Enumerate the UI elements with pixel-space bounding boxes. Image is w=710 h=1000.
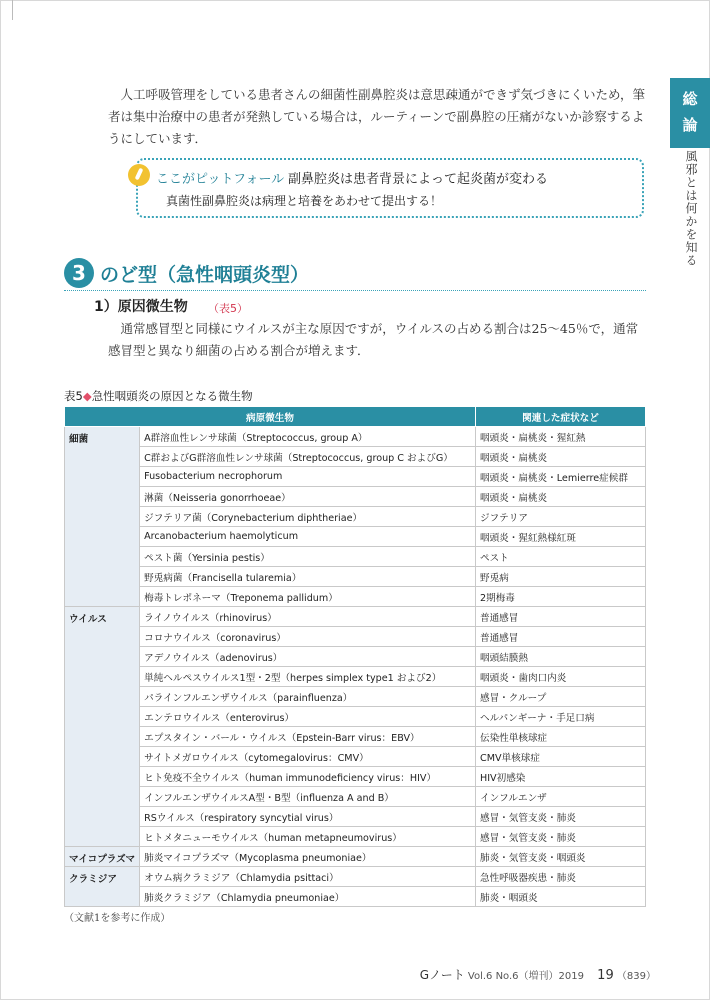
table-row bbox=[65, 467, 646, 487]
table-row bbox=[65, 747, 646, 767]
subsection-ref: （表5） bbox=[208, 302, 248, 315]
pencil-icon bbox=[128, 164, 150, 186]
pitfall-title: 副鼻腔炎は患者背景によって起炎菌が変わる bbox=[288, 172, 549, 187]
table-row bbox=[65, 727, 646, 747]
symptom-cell: 咽頭炎・猩紅熱様紅斑 bbox=[476, 527, 646, 547]
pathogen-cell: アデノウイルス（adenovirus） bbox=[140, 647, 476, 667]
side-tab-char-1: 総 bbox=[682, 90, 698, 108]
pathogen-cell: 単純ヘルペスウイルス1型・2型（herpes simplex type1 および2） bbox=[140, 667, 476, 687]
symptom-cell: 普通感冒 bbox=[476, 607, 646, 627]
symptom-cell: 咽頭結膜熱 bbox=[476, 647, 646, 667]
symptom-cell: 咽頭炎・歯肉口内炎 bbox=[476, 667, 646, 687]
pathogen-cell: RSウイルス（respiratory syncytial virus） bbox=[140, 807, 476, 827]
pitfall-body: 真菌性副鼻腔炎は病理と培養をあわせて提出する！ bbox=[166, 194, 443, 208]
symptom-cell: 肺炎・咽頭炎 bbox=[476, 887, 646, 907]
table-source: （文献1を参考に作成） bbox=[64, 913, 171, 924]
side-tab-char-2: 論 bbox=[682, 116, 698, 134]
table-row bbox=[65, 807, 646, 827]
table-row bbox=[65, 647, 646, 667]
side-tab bbox=[670, 78, 710, 148]
journal-volume: Vol.6 No.6（増刊）2019 bbox=[467, 971, 584, 982]
category-cell: 細菌 bbox=[65, 427, 140, 607]
pathogen-cell: インフルエンザウイルスA型・B型（influenza A and B） bbox=[140, 787, 476, 807]
table-row bbox=[65, 607, 646, 627]
symptom-cell: 普通感冒 bbox=[476, 627, 646, 647]
section-rule bbox=[64, 290, 646, 291]
symptom-cell: インフルエンザ bbox=[476, 787, 646, 807]
table-row bbox=[65, 887, 646, 907]
journal-name: Gノート bbox=[419, 968, 465, 982]
body-paragraph: 通常感冒型と同様にウイルスが主な原因ですが，ウイルスの占める割合は25～45％で，通常感冒型と異なり細菌の占める割合が増えます． bbox=[108, 321, 639, 358]
pathogen-cell: サイトメガロウイルス（cytomegalovirus：CMV） bbox=[140, 747, 476, 767]
pathogen-cell: 梅毒トレポネーマ（Treponema pallidum） bbox=[140, 587, 476, 607]
table-row bbox=[65, 767, 646, 787]
symptom-cell: 咽頭炎・扁桃炎 bbox=[476, 487, 646, 507]
symptom-cell: ヘルパンギーナ・手足口病 bbox=[476, 707, 646, 727]
symptom-cell: 伝染性単核球症 bbox=[476, 727, 646, 747]
table-row bbox=[65, 587, 646, 607]
pathogen-cell: Arcanobacterium haemolyticum bbox=[140, 527, 476, 547]
symptom-cell: 感冒・クループ bbox=[476, 687, 646, 707]
table-row bbox=[65, 667, 646, 687]
pathogen-cell: ヒトメタニューモウイルス（human metapneumovirus） bbox=[140, 827, 476, 847]
pathogen-cell: コロナウイルス（coronavirus） bbox=[140, 627, 476, 647]
pathogen-cell: 肺炎クラミジア（Chlamydia pneumoniae） bbox=[140, 887, 476, 907]
section-title: のど型（急性咽頭炎型） bbox=[100, 264, 310, 286]
table-caption-text: 急性咽頭炎の原因となる微生物 bbox=[91, 389, 253, 403]
page-footer bbox=[420, 966, 656, 983]
symptom-cell: 感冒・気管支炎・肺炎 bbox=[476, 807, 646, 827]
side-tab-subtitle: 風邪とは何かを知る bbox=[684, 150, 698, 267]
category-cell: マイコプラズマ bbox=[65, 847, 140, 867]
symptom-cell: 肺炎・気管支炎・咽頭炎 bbox=[476, 847, 646, 867]
table-caption bbox=[64, 388, 253, 404]
symptom-cell: CMV単核球症 bbox=[476, 747, 646, 767]
pitfall-box bbox=[136, 158, 644, 218]
table-caption-label: 表5 bbox=[64, 389, 83, 403]
table-row bbox=[65, 567, 646, 587]
pathogen-cell: C群およびG群溶血性レンサ球菌（Streptococcus, group C およびG） bbox=[140, 447, 476, 467]
diamond-icon: ◆ bbox=[82, 389, 92, 403]
symptom-cell: HIV初感染 bbox=[476, 767, 646, 787]
intro-paragraph: 人工呼吸管理をしている患者さんの細菌性副鼻腔炎は意思疎通ができず気づきにくいため，筆者は集中治療中の患者が発熱している場合は，ルーティーンで副鼻腔の圧痛がないか診察するようにしています． bbox=[108, 87, 646, 146]
pathogen-cell: オウム病クラミジア（Chlamydia psittaci） bbox=[140, 867, 476, 887]
table-body bbox=[65, 427, 646, 907]
pathogen-cell: ジフテリア菌（Corynebacterium diphtheriae） bbox=[140, 507, 476, 527]
pathogen-cell: パラインフルエンザウイルス（parainfluenza） bbox=[140, 687, 476, 707]
pathogen-cell: エンテロウイルス（enterovirus） bbox=[140, 707, 476, 727]
pathogen-cell: ライノウイルス（rhinovirus） bbox=[140, 607, 476, 627]
table-row bbox=[65, 867, 646, 887]
table-row bbox=[65, 447, 646, 467]
table-row bbox=[65, 507, 646, 527]
symptom-cell: 咽頭炎・扁桃炎・Lemierre症候群 bbox=[476, 467, 646, 487]
table-row bbox=[65, 687, 646, 707]
pathogen-cell: 淋菌（Neisseria gonorrhoeae） bbox=[140, 487, 476, 507]
pathogen-cell: Fusobacterium necrophorum bbox=[140, 467, 476, 487]
table-row bbox=[65, 827, 646, 847]
pathogen-cell: ヒト免疫不全ウイルス（human immunodeficiency virus：HIV） bbox=[140, 767, 476, 787]
subsection-title: 1）原因微生物 bbox=[94, 299, 188, 315]
header-pathogen: 病原微生物 bbox=[65, 407, 476, 427]
table-row bbox=[65, 527, 646, 547]
header-symptoms: 関連した症状など bbox=[476, 407, 646, 427]
symptom-cell: 野兎病 bbox=[476, 567, 646, 587]
table-row bbox=[65, 627, 646, 647]
pitfall-label: ここがピットフォール bbox=[156, 172, 285, 187]
table-row bbox=[65, 487, 646, 507]
pathogen-cell: ペスト菌（Yersinia pestis） bbox=[140, 547, 476, 567]
symptom-cell: 急性呼吸器疾患・肺炎 bbox=[476, 867, 646, 887]
table-header-row bbox=[65, 407, 646, 427]
symptom-cell: 2期梅毒 bbox=[476, 587, 646, 607]
table-row bbox=[65, 427, 646, 447]
pathogen-cell: 肺炎マイコプラズマ（Mycoplasma pneumoniae） bbox=[140, 847, 476, 867]
pathogen-cell: A群溶血性レンサ球菌（Streptococcus, group A） bbox=[140, 427, 476, 447]
symptom-cell: 感冒・気管支炎・肺炎 bbox=[476, 827, 646, 847]
microorganism-table bbox=[64, 406, 646, 907]
symptom-cell: ペスト bbox=[476, 547, 646, 567]
symptom-cell: 咽頭炎・扁桃炎・猩紅熱 bbox=[476, 427, 646, 447]
page-number: 19 bbox=[597, 968, 614, 983]
category-cell: ウイルス bbox=[65, 607, 140, 847]
pathogen-cell: エプスタイン・バール・ウイルス（Epstein-Barr virus：EBV） bbox=[140, 727, 476, 747]
table-row bbox=[65, 847, 646, 867]
table-row bbox=[65, 787, 646, 807]
pathogen-cell: 野兎病菌（Francisella tularemia） bbox=[140, 567, 476, 587]
section-number: 3 bbox=[64, 258, 94, 288]
table-row bbox=[65, 547, 646, 567]
crop-mark bbox=[12, 0, 13, 20]
category-cell: クラミジア bbox=[65, 867, 140, 907]
symptom-cell: ジフテリア bbox=[476, 507, 646, 527]
symptom-cell: 咽頭炎・扁桃炎 bbox=[476, 447, 646, 467]
page-number-total: （839） bbox=[616, 971, 656, 982]
table-row bbox=[65, 707, 646, 727]
